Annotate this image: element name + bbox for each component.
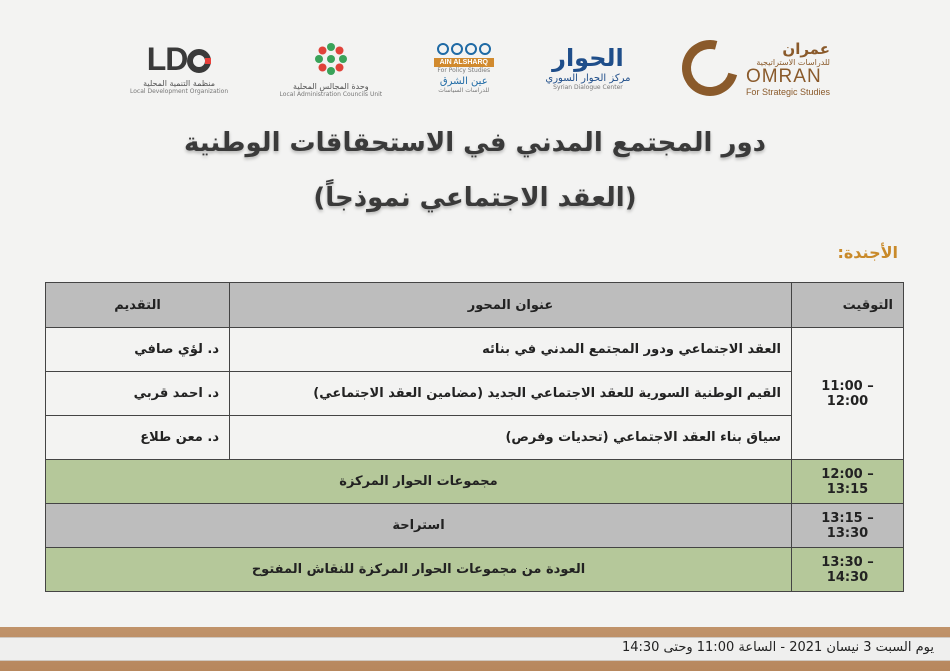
agenda-label: الأجندة: — [837, 243, 898, 262]
event-date: يوم السبت 3 نيسان 2021 - الساعة 11:00 وحتى 14:30 — [621, 640, 934, 655]
session-topic: العقد الاجتماعي ودور المجتمع المدني في بنائه — [230, 328, 792, 372]
hiwar-sub: Syrian Dialogue Center — [553, 84, 623, 91]
omran-logo — [682, 28, 830, 108]
header-topic: عنوان المحور — [230, 283, 792, 328]
row-text: العودة من مجموعات الحوار المركزة للنقاش المفتوح — [46, 548, 792, 592]
ldo-logo — [130, 28, 228, 108]
flower-icon — [311, 39, 351, 79]
ashsharq-bar: AIN ALSHARQ — [434, 58, 494, 67]
table-row — [46, 328, 904, 372]
table-row — [46, 416, 904, 460]
ldo-sub: Local Development Organization — [130, 87, 229, 95]
session-topic: سياق بناء العقد الاجتماعي (تحديات وفرص) — [230, 416, 792, 460]
agenda-table — [45, 282, 904, 592]
row-time: 12:00 – 13:15 — [792, 460, 904, 504]
councils-sub: Local Administration Councils Unit — [279, 90, 383, 98]
table-row — [46, 548, 904, 592]
session-presenter: د. احمد قربي — [46, 372, 230, 416]
session-time: 11:00 – 12:00 — [792, 328, 904, 460]
omran-en: OMRAN — [745, 65, 822, 87]
ashsharq-logo — [434, 28, 494, 108]
row-time: 13:30 – 14:30 — [792, 548, 904, 592]
ashsharq-sub: للدراسات السياسات — [438, 86, 490, 94]
omran-ring-icon — [672, 30, 748, 106]
omran-ar: عمران — [782, 39, 830, 58]
table-header-row — [46, 283, 904, 328]
ldo-mark: LD — [147, 42, 212, 76]
row-text: مجموعات الحوار المركزة — [46, 460, 792, 504]
omran-text — [746, 40, 830, 97]
ldo-o-icon — [187, 49, 211, 73]
omran-ar-sub: للدراسات الاستراتيجية — [756, 57, 830, 67]
row-text: استراحة — [46, 504, 792, 548]
ashsharq-circles-icon — [437, 43, 491, 55]
page-title: دور المجتمع المدني في الاستحقاقات الوطنية — [184, 128, 766, 158]
ldo-name: منظمة التنمية المحلية — [143, 78, 215, 88]
header-time: التوقيت — [792, 283, 904, 328]
councils-logo — [280, 28, 383, 108]
agenda-table-wrap — [45, 282, 903, 592]
page-subtitle: (العقد الاجتماعي نموذجاً) — [313, 183, 637, 213]
table-row — [46, 504, 904, 548]
table-row — [46, 372, 904, 416]
hiwar-mark: الحوار — [552, 44, 624, 72]
councils-name: وحدة المجالس المحلية — [293, 81, 369, 91]
row-time: 13:15 – 13:30 — [792, 504, 904, 548]
logo-strip — [130, 28, 830, 108]
omran-en-sub: For Strategic Studies — [745, 86, 830, 97]
hiwar-name: مركز الحوار السوري — [545, 73, 631, 84]
session-presenter: د. معن طلاع — [46, 416, 230, 460]
hiwar-logo — [545, 28, 630, 108]
table-row — [46, 460, 904, 504]
ashsharq-sub-en: For Policy Studies — [437, 66, 491, 74]
header-presenter: التقديم — [46, 283, 230, 328]
ashsharq-name: عين الشرق — [439, 75, 488, 87]
session-presenter: د. لؤي صافي — [46, 328, 230, 372]
session-topic: القيم الوطنية السورية للعقد الاجتماعي الجديد (مضامين العقد الاجتماعي) — [230, 372, 792, 416]
